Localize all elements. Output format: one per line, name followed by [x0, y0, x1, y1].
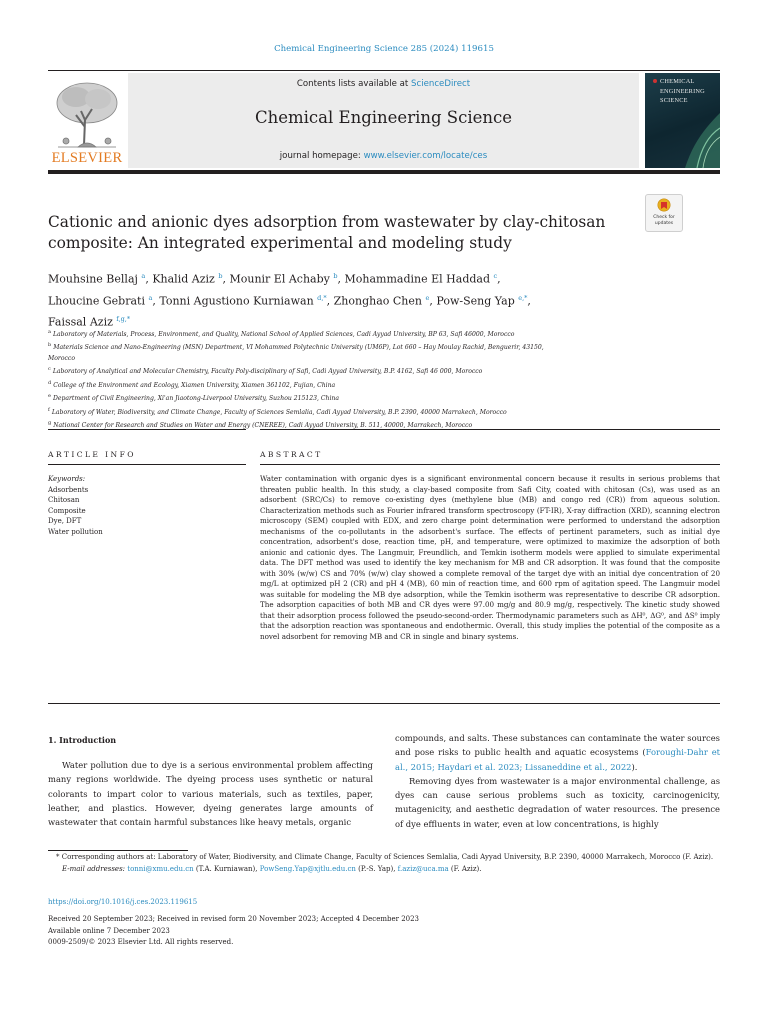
homepage-link[interactable]: www.elsevier.com/locate/ces [363, 151, 488, 161]
author-affiliation-mark: e,* [518, 293, 528, 302]
author-affiliation-mark: b [218, 272, 223, 280]
affiliation-item: $^c$ Laboratory of Analytical and Molecular Chemistry, Faculty Poly-disciplinary of Safi, Cadi Ayyad University, B.P. 4162, Safi 46 000, Morocco [48, 366, 483, 376]
author-affiliation-mark: f,g,* [116, 315, 131, 324]
abstract-rule [260, 429, 720, 430]
affiliation-item: $^f$ Laboratory of Water, Biodiversity, and Climate Change, Faculty of Sciences Semlalia, Cadi Ayyad University, B.P. 2390, 40000 Marrakech, Morocco [48, 406, 507, 416]
affiliation-item: $^b$ Materials Science and Nano-Engineering (MSN) Department, VI Mohammed Polytechnic University (UM6P), Lot 660 – Hay Moulay Rachid, Benguerir, 43150, [48, 342, 544, 352]
header-top-rule [48, 70, 720, 71]
keywords-block [48, 474, 248, 537]
article-title: Cationic and anionic dyes adsorption from wastewater by clay-chitosan composite: An integrated experimental and modeling study [48, 213, 606, 252]
corresponding-author-footnote [48, 852, 720, 875]
header-bottom-rule [48, 170, 720, 174]
journal-name: Chemical Engineering Science [254, 108, 513, 127]
abstract-heading: ABSTRACT [260, 450, 323, 459]
author-name: Faissal Aziz [48, 315, 113, 329]
author-affiliation-mark: a [141, 272, 146, 280]
author-name: Zhonghao Chen [333, 294, 422, 308]
author-name: Khalid Aziz [152, 272, 215, 286]
sciencedirect-link[interactable]: ScienceDirect [411, 79, 471, 89]
check-for-updates-label: Check for updates [653, 215, 675, 226]
received-dates: Received 20 September 2023; Received in revised form 20 November 2023; Accepted 4 December 2023 [48, 915, 420, 923]
journal-citation[interactable]: Chemical Engineering Science 285 (2024) 119615 [274, 44, 494, 54]
affiliation-item: $^d$ College of the Environment and Ecology, Xiamen University, Xiamen 361102, Fujian, China [48, 379, 336, 389]
author-line-1: Mouhsine Bellaj $^a$, Khalid Aziz $^b$, Mounir El Achaby $^b$, Mohammadine El Haddad $^c$, [48, 272, 501, 286]
author-name: Pow-Seng Yap [436, 294, 515, 308]
keywords-label: Keywords: [48, 475, 86, 483]
affiliation-list [48, 327, 720, 431]
introduction-column-right [395, 731, 720, 831]
affiliation-item: $^e$ Department of Civil Engineering, Xi'an Jiaotong-Liverpool University, Suzhou 215123, China [48, 393, 339, 403]
elsevier-wordmark: ELSEVIER [51, 150, 123, 166]
keyword-item: Composite [48, 506, 86, 515]
affiliation-item: Morocco [48, 354, 75, 362]
email-addresses: E-mail addresses: tonni@xmu.edu.cn (T.A. Kurniawan), PowSeng.Yap@xjtlu.edu.cn (P.-S. Yap), f.aziz@uca.ma (F. Aziz). [62, 864, 482, 873]
journal-banner [128, 73, 639, 168]
affiliation-item: $^g$ National Center for Research and Studies on Water and Energy (CNEREE), Cadi Ayyad University, B. 511, 40000, Marrakech, Morocco [48, 420, 473, 430]
keyword-item: Water pollution [48, 527, 103, 536]
introduction-heading: 1. Introduction [48, 735, 117, 745]
author-affiliation-mark: c [493, 272, 498, 280]
author-affiliation-mark: e [425, 293, 430, 302]
abstract-text: Water contamination with organic dyes is a significant environmental concern because it results in serious problems that threaten public health. In this study, a clay-based composite from Safi City, coated with chitosan (Cs), was used as an adsorbent (SRC/Cs) to remove co-existing dyes (methylene blue (MB) and congo red (CR)) from aqueous solution. Characterization methods such as Fourier infrared transform spectroscopy (FT-IR), X-ray diffraction (XRD), scanning electron microscopy (SEM) coupled with EDX, and zero charge point determination were performed to understand the adsorption mechanisms of the co-pollutants in the adsorbent's surface. The effects of pertinent parameters, such as initial dye concentration, adsorbent's dose, reaction time, pH, and temperature, were optimized to maximize the adsorption of both anionic and cationic dyes. The Langmuir, Freundlich, and Temkin isotherm models were applied to simulate experimental data. The DFT method was used to identify the key mechanism for MB and CR adsorption. It was found that the composite with 30% (w/w) CS and 70% (w/w) clay showed a complete removal of the target dye with an initial dye concentration of 20 mg/L at optimized pH 2 (CR) and pH 4 (MB), 60 min of reaction time, and 600 rpm of agitation speed. The Langmuir model was suitable for modeling the MB dye adsorption, while the Temkin isotherm was representative to describe CR adsorption. The adsorption capacities of both MB and CR dyes were 97.00 mg/g and 80.9 mg/g, respectively. The kinetic study showed that their adsorption process followed the pseudo-second-order. Thermodynamic parameters such as ΔH⁰, ΔG⁰, and ΔS⁰ imply that the adsorption reaction was spontaneous and endothermic. Overall, this study implies the potential of the composite as a novel adsorbent for removing MB and CR in single and binary systems. [260, 474, 720, 641]
author-affiliation-mark: d,* [317, 293, 327, 302]
email-link[interactable]: PowSeng.Yap@xjtlu.edu.cn [259, 864, 356, 873]
article-info-rule [48, 429, 246, 430]
keyword-item: Chitosan [48, 496, 80, 504]
abstract-subrule [260, 464, 720, 465]
author-affiliation-mark: a [148, 293, 153, 302]
author-affiliation-mark: b [333, 272, 338, 280]
introduction-paragraph-right-1: compounds, and salts. These substances can contaminate the water sources and pose risks to public health and aquatic ecosystems (Foroughi-Dahr et al., 2015; Haydari et al. 2023; Lissaneddine et al., 2022). [395, 733, 721, 772]
publication-history [48, 914, 419, 949]
keyword-item: Adsorbents [48, 485, 89, 494]
author-list [48, 267, 648, 332]
article-info-subrule [48, 464, 246, 465]
author-name: Mounir El Achaby [229, 272, 330, 286]
author-name: Mohammadine El Haddad [344, 272, 491, 286]
footnote-rule [48, 850, 188, 851]
corresponding-note: * Corresponding authors at: Laboratory of Water, Biodiversity, and Climate Change, Faculty of Sciences Semlalia, Cadi Ayyad University, B.P. 2390, 40000 Marrakech, Morocco (F. Aziz). [56, 853, 714, 861]
author-name: Lhoucine Gebrati [48, 294, 145, 308]
affiliation-item: $^a$ Laboratory of Materials, Process, Environment, and Quality, National School of Applied Sciences, Cadi Ayyad University, BP 63, Safi 46000, Morocco [48, 329, 515, 339]
homepage-prefix: journal homepage: [279, 151, 361, 161]
author-line-2: Lhoucine Gebrati $^a$, Tonni Agustiono Kurniawan $^{d,*}$, Zhonghao Chen $^e$, Pow-Seng Yap $^{e,*}$, [48, 293, 531, 308]
cover-title: CHEMICAL ENGINEERING SCIENCE [660, 78, 705, 104]
journal-cover[interactable] [645, 73, 720, 168]
doi-link[interactable]: https://doi.org/10.1016/j.ces.2023.119615 [48, 898, 198, 906]
keyword-item: Dye, DFT [48, 517, 82, 525]
citation-link[interactable]: Foroughi-Dahr et al., 2015; Haydari et al. 2023; Lissaneddine et al., 2022 [395, 747, 721, 772]
author-name: Mouhsine Bellaj [48, 272, 138, 286]
contents-available [128, 79, 639, 89]
email-link[interactable]: tonni@xmu.edu.cn [127, 864, 194, 873]
journal-homepage [128, 151, 639, 161]
contents-prefix: Contents lists available at [296, 79, 409, 89]
article-info-heading: ARTICLE INFO [48, 450, 136, 459]
check-for-updates-button[interactable] [645, 194, 683, 232]
email-link[interactable]: f.aziz@uca.ma [397, 864, 449, 873]
copyright-line: 0009-2509/© 2023 Elsevier Ltd. All rights reserved. [48, 938, 234, 947]
introduction-paragraph-left: Water pollution due to dye is a serious environmental problem affecting many regions worldwide. The dyeing process uses synthetic or natural colorants to impart color to various materials, such as textiles, paper, leather, and plastics. However, dyeing generates large amounts of wastewater that contain harmful substances like heavy metals, organic [48, 760, 373, 828]
introduction-paragraph-right-2: Removing dyes from wastewater is a major environmental challenge, as dyes can cause serious problems such as toxicity, carcinogenicity, mutagenicity, and aesthetic degradation of water resources. The presence of dye effluents in water, even at low concentrations, is highly [395, 775, 720, 829]
online-date: Available online 7 December 2023 [48, 926, 170, 935]
bookmark-icon [657, 198, 671, 214]
abstract-bottom-rule [48, 703, 720, 704]
author-name: Tonni Agustiono Kurniawan [159, 294, 314, 308]
